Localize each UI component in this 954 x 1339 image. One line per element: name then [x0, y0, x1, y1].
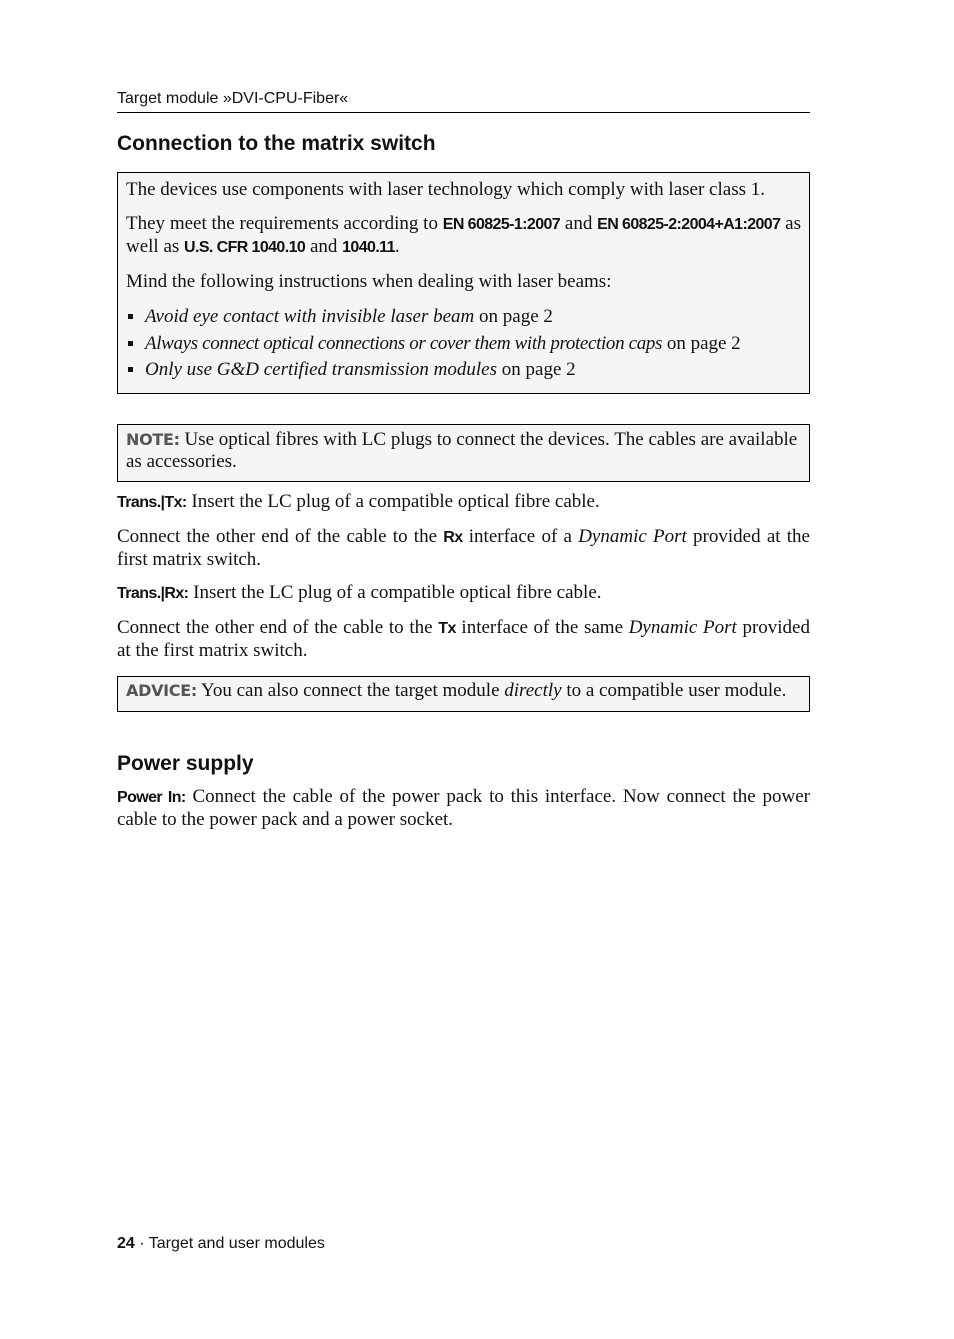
tx-interface-label: Tx	[438, 620, 456, 637]
trans-rx-connect-text: Connect the other end of the cable to the Tx interface of the same Dynamic Port provided at the first matrix switch.	[117, 617, 810, 661]
trans-tx-label: Trans.|Tx:	[117, 494, 187, 511]
section-heading-connection: Connection to the matrix switch	[117, 132, 436, 155]
list-item: Avoid eye contact with invisible laser beam on page 2	[126, 306, 801, 328]
advice-box	[117, 676, 810, 712]
note-text: NOTE: Use optical fibres with LC plugs to connect the devices. The cables are available as accessories.	[126, 429, 798, 472]
trans-rx-label: Trans.|Rx:	[117, 585, 189, 602]
page-number: 24	[117, 1235, 135, 1252]
trans-tx-paragraph: Trans.|Tx: Insert the LC plug of a compatible optical fibre cable.	[117, 491, 600, 512]
power-in-paragraph: Power In: Connect the cable of the power pack to this interface. Now connect the power cable to the power pack and a power socket.	[117, 786, 811, 830]
list-item: Only use G&D certified transmission modules on page 2	[126, 359, 801, 381]
laser-safety-box	[117, 172, 810, 394]
note-box	[117, 424, 810, 482]
rx-interface-label: Rx	[443, 529, 463, 546]
trans-rx-paragraph: Trans.|Rx: Insert the LC plug of a compatible optical fibre cable.	[117, 582, 602, 603]
laser-class-text: The devices use components with laser technology which comply with laser class 1.	[126, 179, 765, 200]
standard-1040-11: 1040.11	[342, 239, 395, 256]
laser-standards-text: They meet the requirements according to EN 60825-1:2007 and EN 60825-2:2004+A1:2007 as well as U.S. CFR 1040.10 and 1040.11.	[126, 213, 802, 257]
dynamic-port-term: Dynamic Port	[628, 617, 737, 638]
link-avoid-eye-contact[interactable]: Avoid eye contact with invisible laser beam	[145, 306, 475, 327]
power-in-label: Power In:	[117, 789, 186, 806]
dynamic-port-term: Dynamic Port	[578, 526, 687, 547]
standard-en-60825-1: EN 60825-1:2007	[442, 216, 561, 233]
running-title: Target module »DVI-CPU-Fiber«	[117, 90, 349, 107]
footer-section-title: Target and user modules	[148, 1235, 325, 1252]
advice-label: ADVICE:	[126, 681, 197, 700]
note-label: NOTE:	[126, 430, 180, 449]
standard-en-60825-2: EN 60825-2:2004+A1:2007	[597, 216, 781, 233]
link-certified-modules[interactable]: Only use G&D certified transmission modules	[145, 359, 498, 380]
advice-text: ADVICE: You can also connect the target module directly to a compatible user module.	[126, 680, 787, 701]
trans-tx-connect-text: Connect the other end of the cable to the Rx interface of a Dynamic Port provided at the first matrix switch.	[117, 526, 810, 570]
laser-instructions-list	[126, 306, 801, 381]
laser-instructions-intro: Mind the following instructions when dealing with laser beams:	[126, 271, 612, 292]
standard-cfr-1040-10: U.S. CFR 1040.10	[184, 239, 306, 256]
page-footer: 24 · Target and user modules	[117, 1235, 325, 1252]
link-protection-caps[interactable]: Always connect optical connections or cover them with protection caps	[145, 332, 663, 354]
running-header	[117, 89, 810, 113]
section-heading-power-supply: Power supply	[117, 752, 254, 775]
list-item: Always connect optical connections or cover them with protection caps on page 2	[126, 333, 801, 355]
